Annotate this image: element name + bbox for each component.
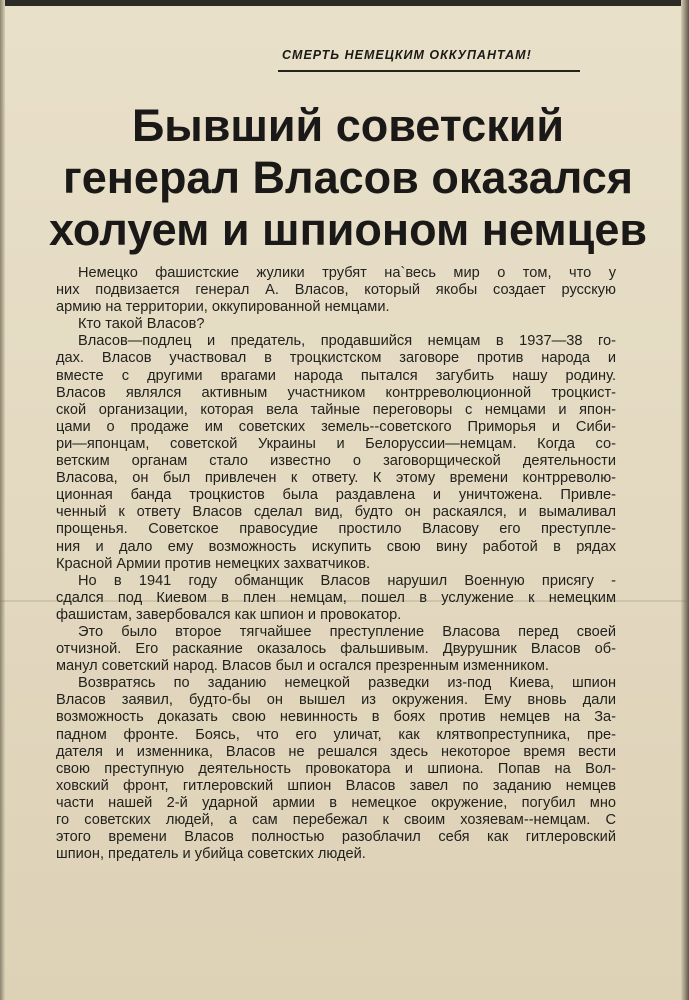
article-body (56, 265, 616, 863)
article-line: фашистам, завербовался как шпион и провокатор. (56, 606, 402, 623)
article-line: ховский фронт, гитлеровский шпион Власов завел по заданию немцев (56, 777, 616, 794)
article-line: цами о продаже им советских земель--советского Приморья и Сиби- (56, 418, 616, 435)
article-line: Власов являлся активным участником контрреволюционной троцкист- (56, 384, 616, 401)
article-line: отчизной. Его раскаяние оказалось фальшивым. Двурушник Власов об- (56, 641, 616, 658)
article-line: ния и дало ему возможность искупить свою вину работой в рядах (56, 538, 616, 555)
article-line: прощенья. Советское правосудие простило Власову его преступле- (56, 521, 616, 538)
article-line: Возвратясь по заданию немецкой разведки из-под Киева, шпион (78, 675, 616, 692)
article-line: Кто такой Власов? (78, 316, 205, 333)
article-line: этого времени Власов полностью разоблачил себя как гитлеровский (56, 829, 616, 846)
article-line: падном фронте. Боясь, что его уличат, как клятвопреступника, пре- (56, 726, 616, 743)
article-line: Красной Армии против немецких захватчиков. (56, 555, 371, 572)
headline-line-1: Бывший советский (131, 100, 565, 151)
page-left-edge (0, 0, 5, 1000)
article-line: части нашей 2-й ударной армии в немецкое окружение, погубил мно (56, 794, 616, 811)
article-line: ционная банда троцкистов была раздавлена и уничтожена. Привле- (56, 487, 616, 504)
article-line: свою преступную деятельность провокатора и шпиона. Попав на Вол- (56, 760, 616, 777)
article-line: дах. Власов участвовал в троцкистском заговоре против народа и (56, 350, 616, 367)
article-line: Власов—подлец и предатель, продавшийся немцам в 1937—38 го- (78, 333, 616, 350)
page-top-edge (0, 0, 689, 6)
article-line: ской организации, которая вела тайные переговоры с немцами и япон- (56, 401, 616, 418)
article-line: дателя и изменника, Власов не решался здесь некоторое время вести (56, 743, 616, 760)
article-line: шпион, предатель и убийца советских людей. (56, 846, 366, 863)
slogan: СМЕРТЬ НЕМЕЦКИМ ОККУПАНТАМ! (282, 48, 532, 62)
article-line: ветским органам стало известно о заговорщической деятельности (56, 453, 616, 470)
article-line: го советских людей, а сам перебежал к своим хозяевам--немцам. С (56, 812, 616, 828)
article-line: возможность доказать свою невинность в боях против немцев на За- (56, 709, 616, 726)
headline (28, 100, 668, 256)
article-line: ченный к ответу Власов сделал вид, будто он раскаялся, и вымаливал (56, 504, 616, 521)
article-line: Власова, он был привлечен к ответу. К этому времени контрреволю- (56, 470, 616, 487)
page-right-edge (681, 0, 689, 1000)
article-line: вместе с другими врагами народа пытался загубить нашу родину. (56, 367, 616, 384)
article-line: Власов заявил, будто-бы он вышел из окружения. Ему вновь дали (56, 692, 616, 709)
article-line: ри—японцам, советской Украины и Белоруссии—немцам. Когда со- (56, 435, 616, 452)
headline-line-2: генерал Власов оказался (62, 152, 634, 203)
article-line: Но в 1941 году обманщик Власов нарушил Военную присягу - (78, 572, 616, 589)
article-line: Это было второе тягчайшее преступление Власова перед своей (78, 623, 616, 640)
slogan-underline (278, 70, 580, 72)
article-line: армию на территории, оккупированной немцами. (56, 299, 390, 316)
article-line: них подвизается генерал А. Власов, который якобы создает русскую (56, 282, 616, 299)
headline-line-3: холуем и шпионом немцев (48, 204, 648, 255)
article-line: Немецко фашистские жулики трубят на`весь мир о том, что у (78, 265, 616, 281)
article-line: манул советский народ. Власов был и осгался презренным изменником. (56, 658, 549, 675)
article-line: сдался под Киевом в плен немцам, пошел в услужение к немецким (56, 589, 616, 606)
